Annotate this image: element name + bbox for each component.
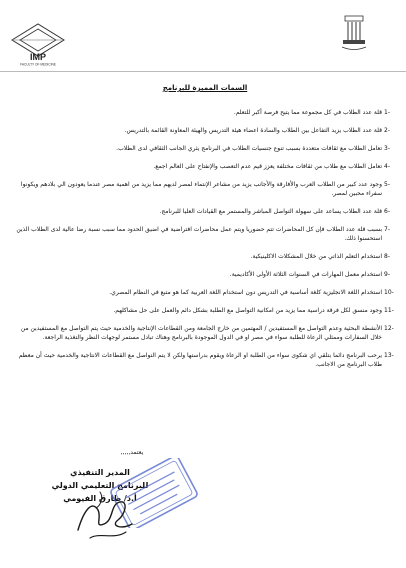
logo-left-subtext: FACULTY OF MEDICINE	[20, 62, 56, 66]
list-item	[8, 180, 396, 198]
item-number: 1-	[384, 109, 390, 116]
list-item	[8, 225, 396, 243]
list-item	[8, 288, 396, 297]
signatory-title-2: للبرنامج التعليمي الدولي	[51, 481, 149, 490]
item-number: 5-	[384, 181, 390, 188]
logo-left-text: IMP	[29, 52, 47, 62]
item-number: 12-	[384, 325, 394, 332]
item-number: 9-	[384, 271, 390, 278]
item-number: 13-	[384, 352, 394, 359]
item-number: 3-	[384, 145, 390, 152]
item-text: تعامل الطلاب مع طلاب من ثقافات مختلفة يعزز قيم عدم التعصب والإنفتاح على العالم اجمع.	[153, 163, 382, 170]
item-text: قلة عدد الطلاب في كل مجموعة مما يتيح فرصة أكبر للتعلم.	[233, 109, 382, 116]
list-item	[8, 306, 396, 315]
signatory-name: أ.د/ طارق الفيومي	[63, 494, 137, 503]
item-text: الأنشطة البحثية وعدم التواصل مع المستفيدين / المهتمين من خارج الجامعة ومن القطاعات الإنتاجية والخدمية حيث يتم التواصل مع المستفيدين من خلال السفارات وممثلي الرعاة للطلبة سواء في مصر او في الدول الموجودة بالبرنامج وهناك تبادل مستمر لوجهات النظر والتغذية الراجعة.	[20, 325, 382, 341]
item-text: تعامل الطلاب مع ثقافات متعددة بسبب تنوع جنسيات الطلاب في البرنامج يثري الجانب الثقافي لدى الطلاب.	[116, 145, 382, 152]
list-item	[8, 162, 396, 171]
item-text: وجود منسق لكل فرقة دراسية مما يزيد من امكانية التواصل مع الطلبة بشكل دائم والعمل على حل مشاكلهم.	[113, 307, 382, 314]
item-text: يرحب البرنامج دائما بتلقي اي شكوى سواء من الطلبة او الرعاة ويقوم بدراستها ولكن لا يتم التواصل مع القطاعات الانتاجية والخدمية حيث أن معظم طلاب البرنامج من الاجانب.	[18, 352, 382, 368]
item-text: استخدام التعلم الذاتي من خلال المشكلات الاكلينيكية.	[250, 253, 382, 260]
item-number: 2-	[384, 127, 390, 134]
list-item	[8, 126, 396, 135]
feature-list	[8, 108, 396, 369]
list-item	[8, 108, 396, 117]
item-number: 4-	[384, 163, 390, 170]
item-text: بسبب قلة عدد الطلاب فإن كل المحاضرات تتم حضوريا ويتم عمل محاضرات افتراضية في اضيق الحدود مما سبب نسبة رضا عالية لدى الطلاب الذين استحسنوا ذلك.	[16, 226, 382, 242]
item-text: قلة عدد الطلاب يساعد على سهولة التواصل المباشر والمستمر مع القيادات العليا للبرنامج.	[159, 208, 382, 215]
document-title: السمات المميزة للبرنامج	[162, 84, 248, 92]
list-item	[8, 207, 396, 216]
list-item	[8, 351, 396, 369]
item-text: استخدام معمل المهارات في السنوات الثلاثة الأولى الأكاديمية.	[229, 271, 382, 278]
list-item	[8, 144, 396, 153]
signatory-title-1: المدير التنفيذي	[70, 468, 130, 477]
list-item	[8, 270, 396, 279]
list-item	[8, 252, 396, 261]
item-text: استخدام اللغة الانجليزية كلغة أساسية في التدريس دون استخدام اللغة العربية كما هو متبع في النظام المصري.	[109, 289, 382, 296]
header-divider	[0, 71, 406, 72]
item-text: قلة عدد الطلاب يزيد التفاعل بين الطلاب والسادة اعضاء هيئة التدريس والهيئة المعاونة القائمة بالتدريس.	[124, 127, 382, 134]
item-number: 7-	[384, 226, 390, 233]
item-number: 6-	[384, 208, 390, 215]
item-number: 10-	[384, 289, 394, 296]
item-text: وجود عدد كبير من الطلاب العرب والأفارقة والأجانب يزيد من مشاعر الإنتماء لمصر لديهم مما يزيد من اهمية مصر عندما يعودون الي بلادهم ويكونوا سفراء محبين لمصر.	[20, 181, 382, 197]
university-crest-icon	[340, 14, 368, 56]
closing-line: يعتمد,,,,,	[120, 449, 144, 456]
list-item	[8, 324, 396, 342]
item-number: 11-	[384, 307, 394, 314]
handwritten-signature	[70, 480, 140, 546]
item-number: 8-	[384, 253, 390, 260]
program-logo	[8, 18, 68, 66]
